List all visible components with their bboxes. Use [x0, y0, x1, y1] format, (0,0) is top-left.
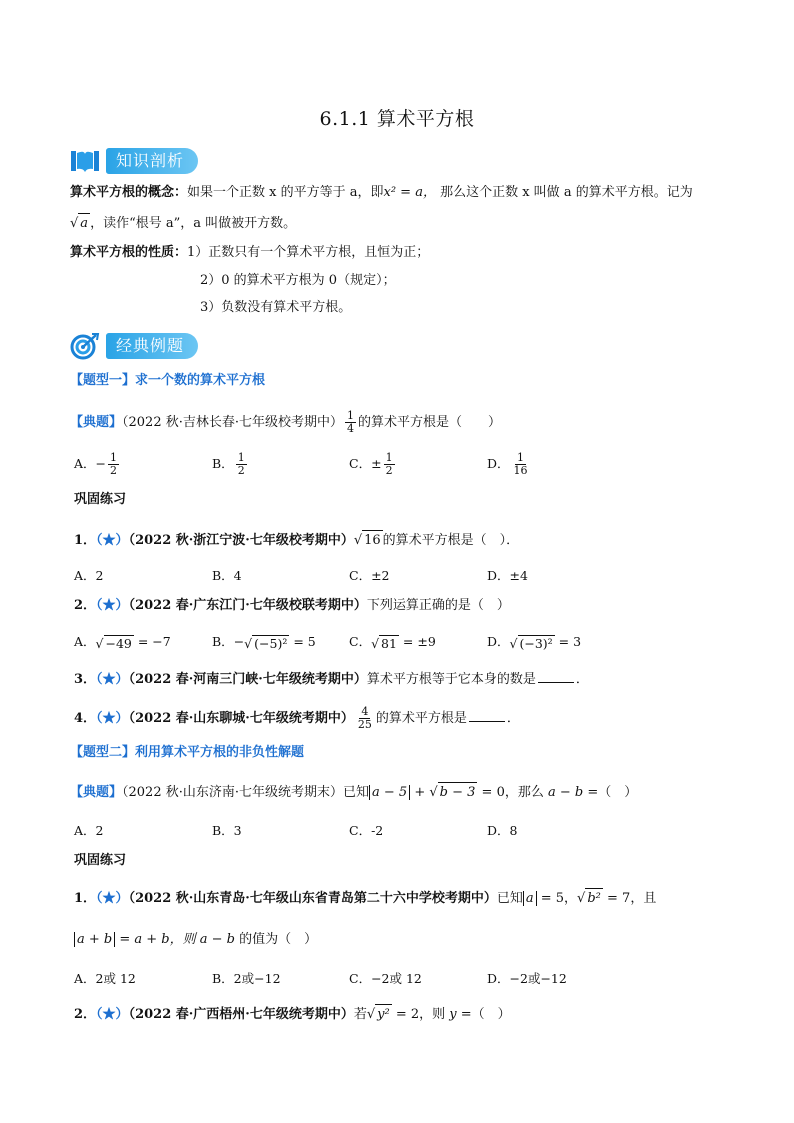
answer-blank[interactable] [538, 670, 574, 683]
concept-text-3: ，读作“根号 a”，a 叫做被开方数。 [90, 216, 297, 231]
type2-q1-option-d: D．−2或−12 [487, 971, 567, 986]
type2-q2: 2．（★）（2022 春·广西梧州·七年级统考期中）若√ y² = 2，则 y =（ ） [74, 1004, 511, 1025]
type2-typical-option-a: A．2 [74, 823, 104, 838]
type2-q1-option-c: C．−2或 12 [349, 971, 422, 986]
type1-typical-option-c: C．± $\frac{1}{2}$ [349, 451, 393, 477]
type2-q1-line-2: a + b = a + b，则 a − b 的值为（ ） [74, 930, 317, 950]
type2-typical-option-d: D．8 [487, 823, 518, 838]
type1-practice-label: 巩固练习 [74, 492, 127, 507]
property-1: 1）正数只有一个算术平方根，且恒为正； [187, 245, 430, 260]
type2-typical-option-c: C．-2 [349, 823, 384, 838]
type2-header: 【题型二】利用算术平方根的非负性解题 [70, 745, 305, 760]
examples-banner [70, 332, 198, 360]
sqrt-a: √ a [70, 213, 90, 234]
property-3: 3）负数没有算术平方根。 [200, 300, 352, 315]
concept-label: 算术平方根的概念： [70, 185, 188, 200]
type1-typical-option-d: D． $\frac{1}{16}$ [487, 451, 528, 477]
type1-q1-option-c: C．±2 [349, 568, 390, 583]
type1-q1-option-b: B．4 [212, 568, 242, 583]
type1-typical-option-a: A．− $\frac{1}{2}$ [74, 451, 118, 477]
type2-practice-label: 巩固练习 [74, 853, 127, 868]
knowledge-banner-label: 知识剖析 [106, 148, 198, 174]
type1-q2-option-a: A．√ −49 = −7 [74, 634, 171, 651]
type1-q2-option-d: D．√ (−3)² = 3 [487, 634, 582, 651]
type2-q1-option-b: B．2或−12 [212, 971, 281, 986]
type1-q1: 1．（★）（2022 秋·浙江宁波·七年级校考期中）√ 16 的算术平方根是（ ）． [74, 530, 519, 551]
fraction: $\frac{1}{4}$ [347, 409, 354, 435]
type2-q1: 1．（★）（2022 秋·山东青岛·七年级山东省青岛第二十六中学校考期中）已知 a = 5，√ b² = 7，且 [74, 888, 656, 909]
type1-header: 【题型一】求一个数的算术平方根 [70, 373, 266, 388]
property-2: 2）0 的算术平方根为 0（规定）； [200, 273, 396, 288]
type2-typical-question: 【典题】（2022 秋·山东济南·七年级统考期末）已知 a − 5 + √ b − 3 = 0，那么 a − b =（ ） [70, 782, 637, 803]
examples-banner-label: 经典例题 [106, 333, 198, 359]
type2-typical-option-b: B．3 [212, 823, 242, 838]
property-label: 算术平方根的性质： [70, 245, 188, 260]
concept-equation: x² = a， [383, 185, 436, 200]
type1-q2: 2．（★）（2022 春·广东江门·七年级校联考期中）下列运算正确的是（ ） [74, 598, 510, 613]
type1-q1-option-a: A．2 [74, 568, 104, 583]
type1-q4: 4．（★）（2022 春·山东聊城·七年级统考期中） $\frac{4}{25}$ 的算术平方根是 ． [74, 705, 520, 731]
concept-line-2 [70, 213, 296, 234]
page-title: 6.1.1 算术平方根 [319, 108, 475, 130]
target-icon [70, 332, 100, 360]
type1-q1-option-d: D．±4 [487, 568, 528, 583]
type1-q3: 3．（★）（2022 春·河南三门峡·七年级统考期中）算术平方根等于它本身的数是 ． [74, 672, 589, 687]
book-icon [70, 147, 100, 175]
concept-line-1 [70, 183, 693, 203]
type1-typical-option-b: B． $\frac{1}{2}$ [212, 451, 245, 477]
knowledge-banner [70, 147, 198, 175]
type1-q2-option-b: B．−√ (−5)² = 5 [212, 634, 316, 651]
type1-typical-question: 【典题】（2022 秋·吉林长春·七年级校考期中） $\frac{1}{4}$ 的算术平方根是（ ） [70, 409, 502, 435]
answer-blank[interactable] [469, 709, 505, 722]
type2-q1-option-a: A．2或 12 [74, 971, 136, 986]
concept-text-2: 那么这个正数 x 叫做 a 的算术平方根。记为 [435, 185, 693, 200]
concept-text: 如果一个正数 x 的平方等于 a，即 [187, 185, 384, 200]
property-line-1 [70, 243, 429, 263]
type1-q2-option-c: C．√ 81 = ±9 [349, 634, 436, 651]
